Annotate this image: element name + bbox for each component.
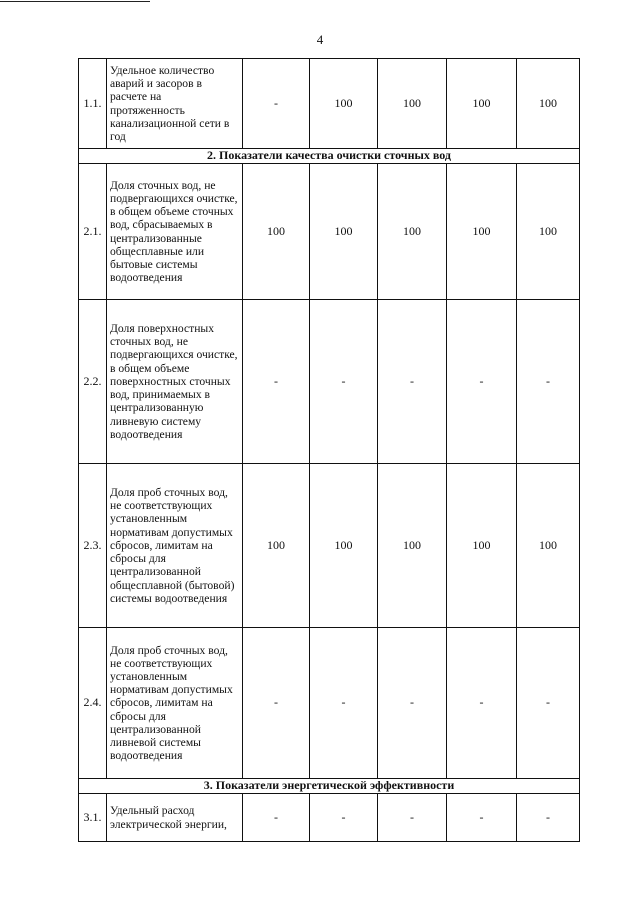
- table-row: [79, 300, 580, 464]
- value-cell: -: [447, 300, 517, 464]
- value-cell: 100: [447, 59, 517, 149]
- page-number: 4: [316, 32, 324, 47]
- value-cell: -: [517, 628, 580, 779]
- row-number: 2.3.: [79, 464, 107, 628]
- value-cell: -: [447, 628, 517, 779]
- indicator-name: Доля проб сточных вод, не соответствующих установленным нормативам допустимых сбросов, лимитам на сбросы для централизованной общесплавной (бытовой) системы водоотведения: [107, 464, 243, 628]
- table-row: [79, 628, 580, 779]
- value-cell: 100: [310, 464, 378, 628]
- indicator-name: Доля сточных вод, не подвергающихся очистке, в общем объеме сточных вод, сбрасываемых в централизованные общесплавные или бытовые системы водоотведения: [107, 164, 243, 300]
- value-cell: 100: [310, 164, 378, 300]
- row-number: 3.1.: [79, 794, 107, 842]
- indicator-name: Удельное количество аварий и засоров в расчете на протяженность канализационной сети в год: [107, 59, 243, 149]
- section-heading: 2. Показатели качества очистки сточных вод: [79, 149, 580, 164]
- value-cell: 100: [243, 464, 310, 628]
- row-number: 1.1.: [79, 59, 107, 149]
- value-cell: 100: [447, 464, 517, 628]
- value-cell: -: [310, 628, 378, 779]
- indicator-name: Удельный расход электрической энергии,: [107, 794, 243, 842]
- value-cell: 100: [378, 164, 447, 300]
- value-cell: -: [310, 794, 378, 842]
- row-number: 2.4.: [79, 628, 107, 779]
- value-cell: -: [243, 59, 310, 149]
- value-cell: 100: [447, 164, 517, 300]
- value-cell: -: [447, 794, 517, 842]
- value-cell: 100: [517, 164, 580, 300]
- table-row: [79, 464, 580, 628]
- value-cell: -: [243, 300, 310, 464]
- value-cell: 100: [517, 59, 580, 149]
- value-cell: 100: [517, 464, 580, 628]
- indicator-name: Доля проб сточных вод, не соответствующих установленным нормативам допустимых сбросов, лимитам на сбросы для централизованной ливневой системы водоотведения: [107, 628, 243, 779]
- value-cell: -: [378, 300, 447, 464]
- value-cell: 100: [243, 164, 310, 300]
- indicator-name: Доля поверхностных сточных вод, не подвергающихся очистке, в общем объеме поверхностных сточных вод, принимаемых в централизованную ливневую систему водоотведения: [107, 300, 243, 464]
- value-cell: -: [310, 300, 378, 464]
- value-cell: -: [378, 628, 447, 779]
- section-row: [79, 779, 580, 794]
- section-heading: 3. Показатели энергетической эффективности: [79, 779, 580, 794]
- table-row: [79, 794, 580, 842]
- section-row: [79, 149, 580, 164]
- value-cell: 100: [378, 464, 447, 628]
- table-row: [79, 59, 580, 149]
- value-cell: -: [517, 300, 580, 464]
- row-number: 2.1.: [79, 164, 107, 300]
- table-row: [79, 164, 580, 300]
- value-cell: -: [243, 794, 310, 842]
- value-cell: 100: [378, 59, 447, 149]
- value-cell: -: [517, 794, 580, 842]
- top-rule: [0, 1, 150, 2]
- value-cell: -: [243, 628, 310, 779]
- value-cell: 100: [310, 59, 378, 149]
- indicators-table: [78, 58, 580, 842]
- value-cell: -: [378, 794, 447, 842]
- row-number: 2.2.: [79, 300, 107, 464]
